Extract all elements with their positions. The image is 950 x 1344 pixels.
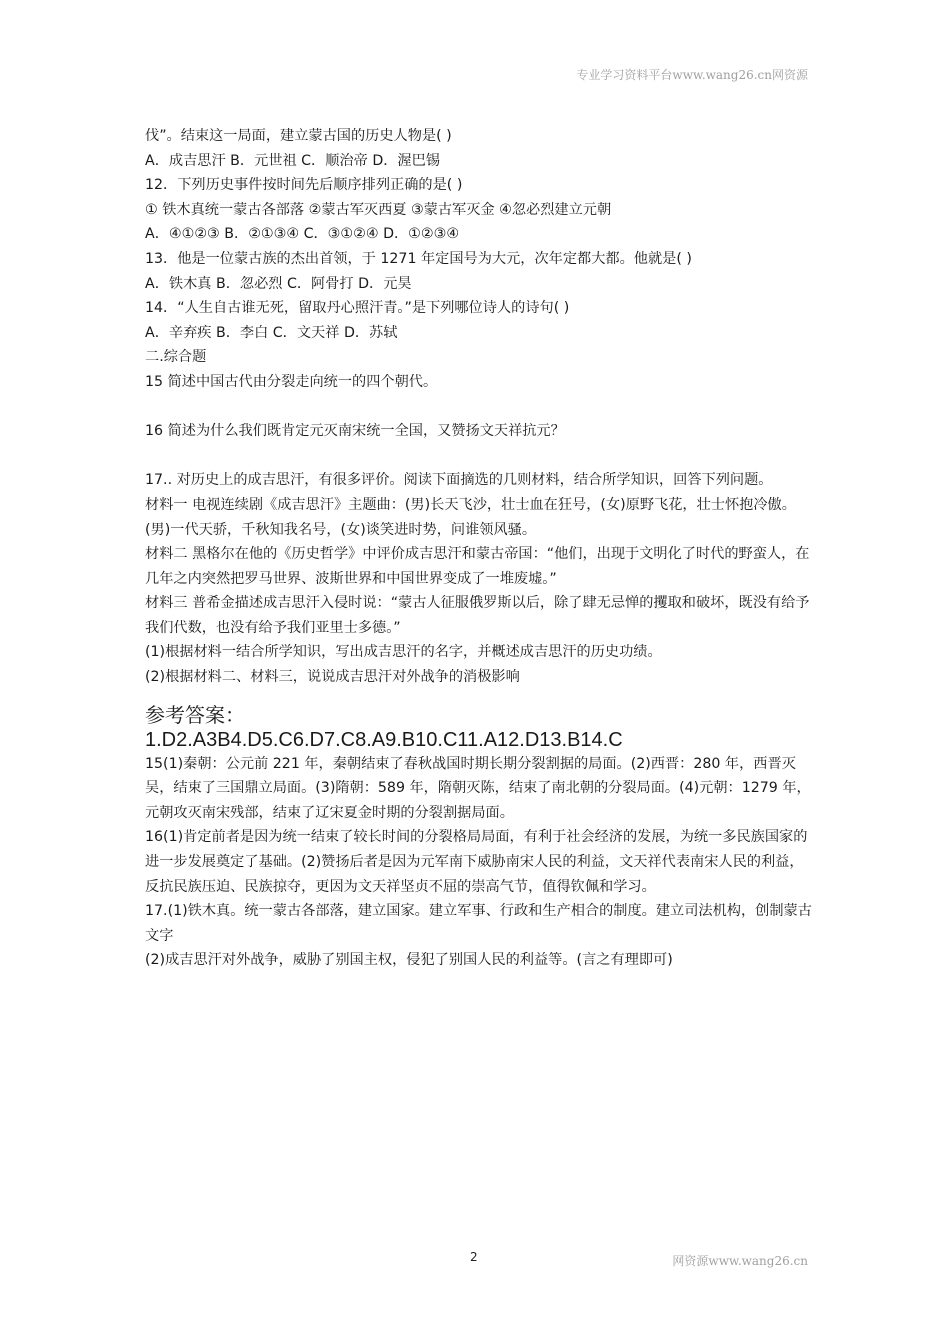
- question-13-stem: 13．他是一位蒙古族的杰出首领，于 1271 年定国号为大元，次年定都大都。他就是( ): [145, 250, 692, 267]
- question-13-options: A．铁木真 B．忽必烈 C．阿骨打 D．元昊: [145, 275, 412, 292]
- document-body: [145, 124, 817, 973]
- question-14-options: A．辛弃疾 B．李白 C．文天祥 D．苏轼: [145, 324, 398, 341]
- material-2: 材料二 黑格尔在他的《历史哲学》中评价成吉思汗和蒙古帝国：“他们，出现于文明化了时代的野蛮人，在几年之内突然把罗马世界、波斯世界和中国世界变成了一堆废墟。”: [145, 546, 810, 587]
- spacer: [145, 444, 817, 469]
- answers-choice: 1.D2.A3B4.D5.C6.D7.C8.A9.B10.C11.A12.D13.B14.C: [145, 728, 623, 751]
- question-17-intro: 17.. 对历史上的成吉思汗，有很多评价。阅读下面摘选的几则材料，结合所学知识，回答下列问题。: [145, 472, 773, 489]
- question-17-sub-2: (2)根据材料二、材料三，说说成吉思汗对外战争的消极影响: [145, 669, 520, 686]
- page-header: 专业学习资料平台www.wang26.cn网资源: [576, 68, 808, 82]
- question-15: 15 简述中国古代由分裂走向统一的四个朝代。: [145, 373, 438, 390]
- answer-17-2: (2)成吉思汗对外战争，威胁了别国主权，侵犯了别国人民的利益等。(言之有理即可): [145, 952, 673, 969]
- question-11-options: A．成吉思汗 B．元世祖 C．顺治帝 D．渥巴锡: [145, 152, 440, 169]
- material-1: 材料一 电视连续剧《成吉思汗》主题曲：(男)长天飞沙，壮士血在狂号，(女)原野飞花，壮士怀抱冷傲。(男)一代天骄，千秋知我名号，(女)谈笑进时势，问谁领风骚。: [145, 496, 796, 538]
- question-11-stem-end: 伐”。结束这一局面，建立蒙古国的历史人物是( ): [145, 128, 452, 144]
- question-17-sub-1: (1)根据材料一结合所学知识，写出成吉思汗的名字，并概述成吉思汗的历史功绩。: [145, 644, 662, 661]
- answer-16: 16(1)肯定前者是因为统一结束了较长时间的分裂格局局面，有利于社会经济的发展，为统一多民族国家的进一步发展奠定了基础。(2)赞扬后者是因为元军南下威胁南宋人民的利益，文天祥代表南宋人民的利益，反抗民族压迫、民族掠夺，更因为文天祥坚贞不屈的崇高气节，值得钦佩和学习。: [145, 829, 808, 895]
- answer-15: 15(1)秦朝：公元前 221 年，秦朝结束了春秋战国时期长期分裂割据的局面。(2)西晋：280 年，西晋灭吴，结束了三国鼎立局面。(3)隋朝：589 年，隋朝灭陈，结束了南北朝的分裂局面。(4)元朝：1279 年，元朝攻灭南宋残部，结束了辽宋夏金时期的分裂割据局面。: [145, 755, 811, 821]
- answer-17-1: 17.(1)铁木真。统一蒙古各部落，建立国家。建立军事、行政和生产相合的制度。建立司法机构，创制蒙古文字: [145, 903, 812, 944]
- page-number: 2: [470, 1250, 478, 1264]
- question-12-events: ① 铁木真统一蒙古各部落 ②蒙古军灭西夏 ③蒙古军灭金 ④忽必烈建立元朝: [145, 201, 612, 218]
- answers-title: 参考答案：: [145, 704, 245, 727]
- question-12-options: A．④①②③ B．②①③④ C．③①②④ D．①②③④: [145, 226, 460, 243]
- question-16: 16 简述为什么我们既肯定元灭南宋统一全国，又赞扬文天祥抗元？: [145, 423, 565, 440]
- page-footer: 网资源www.wang26.cn: [672, 1254, 808, 1268]
- question-12-stem: 12．下列历史事件按时间先后顺序排列正确的是( ): [145, 177, 463, 194]
- section-2-heading: 二.综合题: [145, 349, 207, 366]
- spacer: [145, 395, 817, 420]
- question-14-stem: 14．“人生自古谁无死，留取丹心照汗青。”是下列哪位诗人的诗句( ): [145, 300, 570, 317]
- material-3: 材料三 普希金描述成吉思汗入侵时说：“蒙古人征服俄罗斯以后，除了肆无忌惮的攫取和破坏，既没有给予我们代数，也没有给予我们亚里士多德。”: [145, 595, 810, 636]
